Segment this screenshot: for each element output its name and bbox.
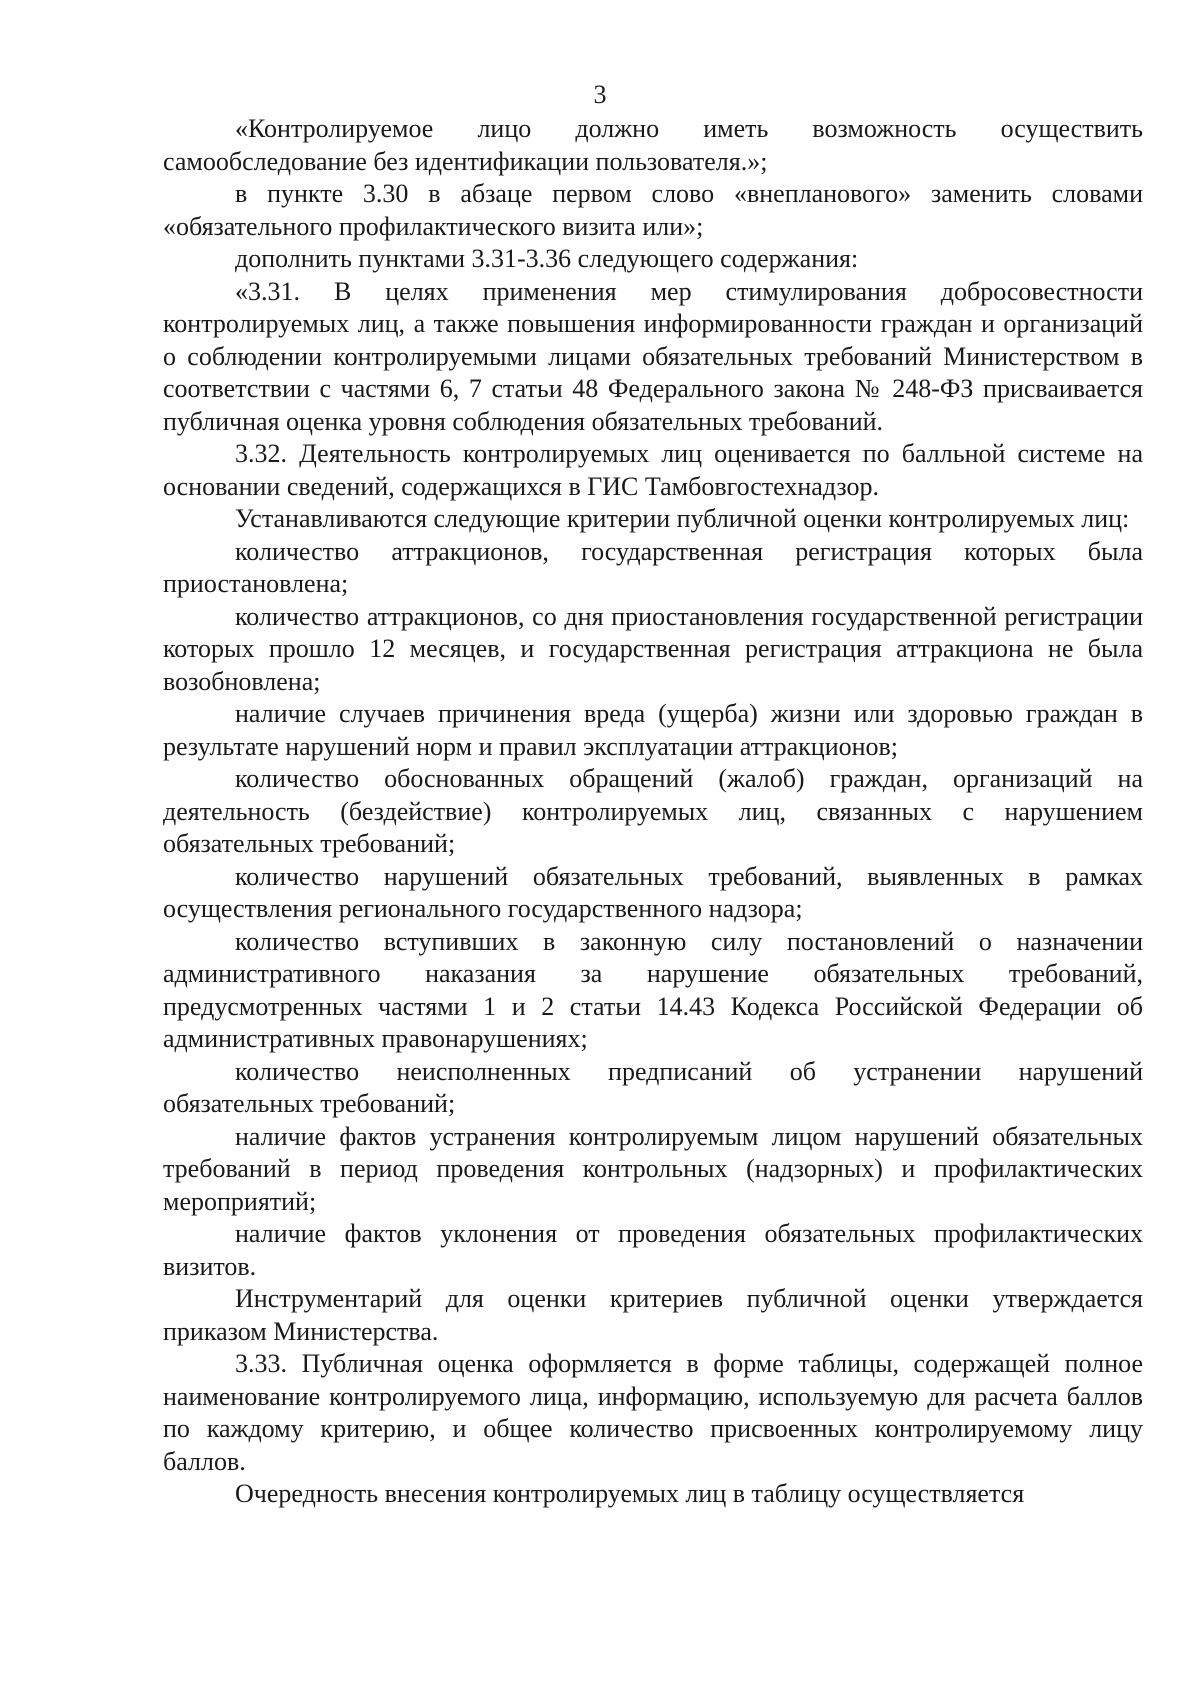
paragraph-6: Устанавливаются следующие критерии публичной оценки контролируемых лиц: bbox=[235, 504, 1130, 533]
paragraph-16: Инструментарий для оценки критериев публичной оценки утверждается приказом Министерства. bbox=[163, 1284, 1143, 1346]
paragraph-14: наличие фактов устранения контролируемым лицом нарушений обязательных требований в период проведения контрольных (надзорных) и профилактических мероприятий; bbox=[163, 1121, 1143, 1216]
paragraph-5: 3.32. Деятельность контролируемых лиц оценивается по балльной системе на основании сведений, содержащихся в ГИС Тамбовгостехнадзор. bbox=[163, 439, 1143, 501]
paragraph-8: количество аттракционов, со дня приостановления государственной регистрации которых прошло 12 месяцев, и государственная регистрация аттракциона не была возобновлена; bbox=[163, 601, 1143, 696]
paragraph-1: «Контролируемое лицо должно иметь возможность осуществить самообследование без идентификации пользователя.»; bbox=[163, 114, 1143, 176]
paragraph-12: количество вступивших в законную силу постановлений о назначении административного наказания за нарушение обязательных требований, предусмотренных частями 1 и 2 статьи 14.43 Кодекса Российской Федерации об административных правонарушениях; bbox=[163, 926, 1143, 1053]
paragraph-7: количество аттракционов, государственная регистрация которых была приостановлена; bbox=[163, 536, 1143, 598]
paragraph-9: наличие случаев причинения вреда (ущерба) жизни или здоровью граждан в результате нарушений норм и правил эксплуатации аттракционов; bbox=[163, 699, 1143, 761]
paragraph-4: «3.31. В целях применения мер стимулирования добросовестности контролируемых лиц, а также повышения информированности граждан и организаций о соблюдении контролируемыми лицами обязательных требований Министерством в соответствии с частями 6, 7 статьи 48 Федерального закона № 248-ФЗ присваивается публичная оценка уровня соблюдения обязательных требований. bbox=[163, 276, 1143, 436]
document-body bbox=[163, 113, 1143, 1511]
paragraph-15: наличие фактов уклонения от проведения обязательных профилактических визитов. bbox=[163, 1219, 1143, 1281]
page-number: 3 bbox=[593, 80, 607, 109]
paragraph-17: 3.33. Публичная оценка оформляется в форме таблицы, содержащей полное наименование контролируемого лица, информацию, используемую для расчета баллов по каждому критерию, и общее количество присвоенных контролируемому лицу баллов. bbox=[163, 1349, 1143, 1476]
paragraph-3: дополнить пунктами 3.31-3.36 следующего содержания: bbox=[235, 244, 859, 273]
paragraph-13: количество неисполненных предписаний об устранении нарушений обязательных требований; bbox=[163, 1056, 1143, 1118]
paragraph-11: количество нарушений обязательных требований, выявленных в рамках осуществления регионального государственного надзора; bbox=[163, 861, 1143, 923]
paragraph-18: Очередность внесения контролируемых лиц в таблицу осуществляется bbox=[235, 1479, 1025, 1508]
paragraph-10: количество обоснованных обращений (жалоб) граждан, организаций на деятельность (бездействие) контролируемых лиц, связанных с нарушением обязательных требований; bbox=[163, 764, 1143, 858]
paragraph-2: в пункте 3.30 в абзаце первом слово «внепланового» заменить словами «обязательного профилактического визита или»; bbox=[163, 179, 1143, 241]
